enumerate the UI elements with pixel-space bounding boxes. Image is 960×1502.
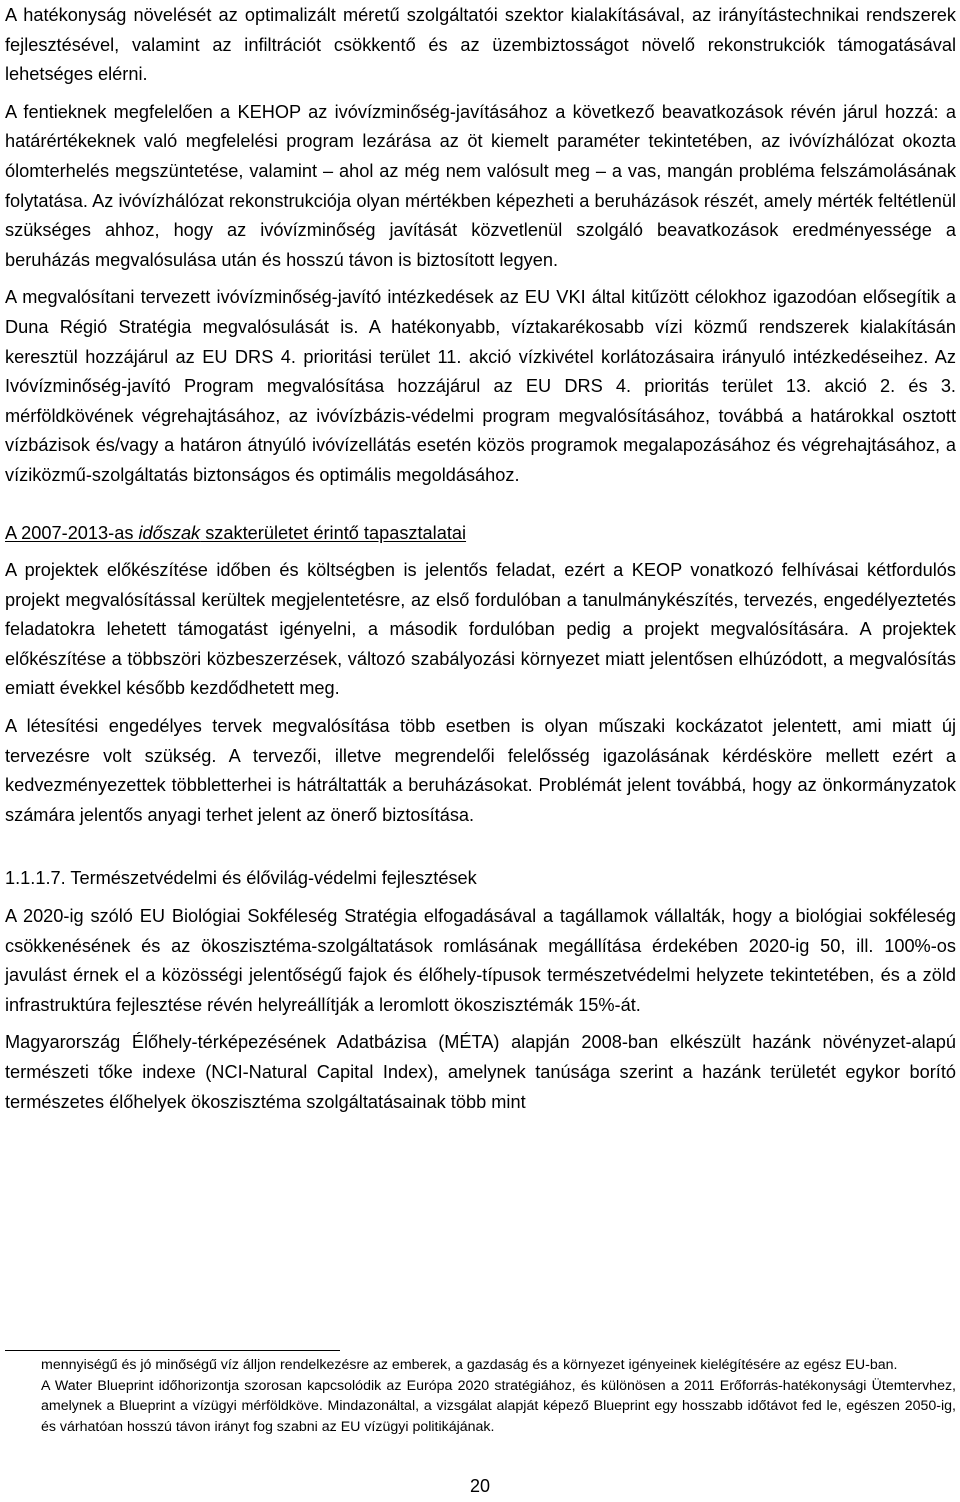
paragraph-technical-risk: A létesítési engedélyes tervek megvalósítása több esetben is olyan műszaki kockázatot jelentett, ami miatt új tervezésre volt szükség. A tervezői, illetve megrendelői felelősség igazolásának kérdésköre mellett ezért a kedvezményezettek többletterhei is hátráltatták a beruházásokat. Problémát jelent továbbá, hogy az önkormányzatok számára jelentős anyagi terhet jelent az önerő biztosítása. (5, 716, 956, 825)
heading-experience-prefix: A 2007-2013-as (5, 522, 139, 543)
heading-experience-italic: időszak (138, 522, 201, 543)
page-number: 20 (469, 1476, 491, 1496)
heading-experience-2007-2013 (5, 519, 956, 549)
body-text (5, 1, 956, 1117)
paragraph-meta-database: Magyarország Élőhely-térképezésének Adatbázisa (MÉTA) alapján 2008-ban elkészült hazánk növényzet-alapú természeti tőke indexe (NCI-Natural Capital Index), amelynek tanúsága szerint a hazánk területét egykor borító természetes élőhelyek ökoszisztéma szolgáltatásainak több mint (5, 1032, 956, 1112)
section-heading-nature-conservation: 1.1.1.7. Természetvédelmi és élővilág-védelmi fejlesztések (5, 868, 477, 889)
footnote-separator (5, 1350, 340, 1351)
paragraph-efficiency: A hatékonyság növelését az optimalizált méretű szolgáltatói szektor kialakításával, az irányítástechnikai rendszerek fejlesztésével, valamint az infiltrációt csökkentő és az üzembiztosságot növelő rekonstrukciók támogatásával lehetséges elérni. (5, 5, 956, 85)
footnote-water-blueprint: A Water Blueprint időhorizontja szorosan kapcsolódik az Európa 2020 stratégiához, és különösen a 2011 Erőforrás-hatékonysági Ütemtervhez, amelynek a Blueprint a vízügyi mérföldköve. Mindazonáltal, a vizsgálat alapját képező Blueprint egy hosszabb időtávot fed le, egészen 2050-ig, és várhatóan hosszú távon irányt fog szabni az EU vízügyi politikájának. (41, 1377, 956, 1435)
footnote-continued: mennyiségű és jó minőségű víz álljon rendelkezésre az emberek, a gazdaság és a környezet igényeinek kielégítésére az egész EU-ban. (41, 1357, 898, 1373)
footnotes (5, 1350, 956, 1437)
paragraph-biodiversity-strategy: A 2020-ig szóló EU Biológiai Sokféleség Stratégia elfogadásával a tagállamok vállalták, hogy a biológiai sokféleség csökkenésének és az ökoszisztéma-szolgáltatások romlásának megállítása érdekében 2020-ig 50, ill. 100%-os javulást érnek el a közösségi jelentőségű fajok és élőhely-típusok természetvédelmi helyzete tekintetében, és a zöld infrastruktúra fejlesztése révén helyreállítják a leromlott ökoszisztémák 15%-át. (5, 906, 956, 1015)
paragraph-kehop-drinking-water: A fentieknek megfelelően a KEHOP az ivóvízminőség-javításához a következő beavatkozások révén járul hozzá: a határértékeknek való megfelelési program lezárása az öt kiemelt paraméter tekintetében, az ivóvízhálózat okozta ólomterhelés megszüntetése, valamint – ahol az még nem valósult meg – a vas, mangán probléma felszámolásának folytatása. Az ivóvízhálózat rekonstrukciója olyan mértékben képezheti a beruházások részét, amely mérték feltétlenül szükséges ahhoz, hogy az ivóvízminőség javítását közvetlenül szolgáló beavatkozások eredményessége a beruházás megvalósulása után és hosszú távon is biztosított legyen. (5, 101, 956, 270)
heading-experience-suffix: szakterületet érintő tapasztalatai (200, 522, 467, 543)
paragraph-project-preparation: A projektek előkészítése időben és költségben is jelentős feladat, ezért a KEOP vonatkozó felhívásai kétfordulós projekt megvalósítással kerültek megjelentetésre, az első fordulóban a tanulmánykészítés, tervezés, engedélyeztetés feladatokra lehetett támogatást igényelni, a második fordulóban pedig a projekt megvalósítására. A projektek előkészítése a többszöri közbeszerzések, változó szabályozási környezet miatt jelentősen elhúzódott, a megvalósítás emiatt évekkel később kezdődhetett meg. (5, 560, 956, 699)
paragraph-danube-strategy: A megvalósítani tervezett ivóvízminőség-javító intézkedések az EU VKI által kitűzött célokhoz igazodóan elősegítik a Duna Régió Stratégia megvalósulását is. A hatékonyabb, víztakarékosabb vízi közmű rendszerek kialakításán keresztül hozzájárul az EU DRS 4. prioritási terület 11. akció vízkivétel korlátozásaira irányuló intézkedéseihez. Az Ivóvízminőség-javító Program megvalósítása hozzájárul az EU DRS 4. prioritás terület 13. akció 2. és 3. mérföldkövének végrehajtásához, az ivóvízbázis-védelmi program megvalósításához, továbbá a határokkal osztott vízbázisok és/vagy a határon átnyúló ivóvízellátás esetén közös programok megalapozásához és végrehajtásához, a víziközmű-szolgáltatás biztonságos és optimális megoldásához. (5, 287, 956, 485)
